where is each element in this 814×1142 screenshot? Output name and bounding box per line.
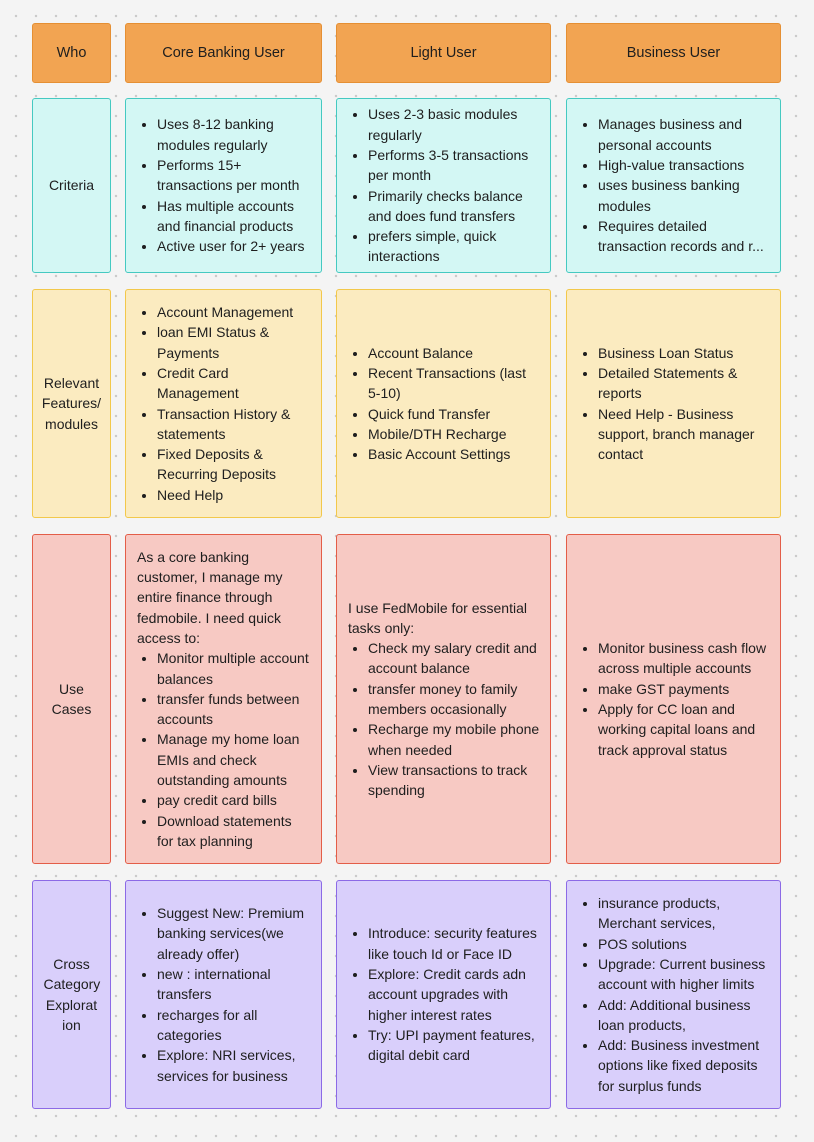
header-business-label: Business User <box>626 44 721 61</box>
features-core-card[interactable] <box>125 289 322 518</box>
list-item: • Monitor multiple account balances <box>157 648 311 689</box>
list-item: • loan EMI Status & Payments <box>157 322 311 363</box>
use-cases-light-intro: I use FedMobile for essential tasks only: <box>348 599 527 636</box>
cross-label-cell[interactable] <box>32 880 111 1109</box>
list-item: • Manage my home loan EMIs and check outstanding amounts <box>157 729 311 790</box>
list-item: • Account Management <box>157 302 311 322</box>
list-item: • pay credit card bills <box>157 790 311 810</box>
list-item: • Performs 3-5 transactions per month <box>368 145 540 186</box>
header-who-label: Who <box>56 44 87 61</box>
use-cases-business-list <box>578 638 770 760</box>
criteria-core-card[interactable] <box>125 98 322 273</box>
list-item: • Try: UPI payment features, digital debit card <box>368 1025 540 1066</box>
list-item: • transfer funds between accounts <box>157 689 311 730</box>
list-item: • recharges for all categories <box>157 1005 311 1046</box>
list-item: • Need Help <box>157 485 311 505</box>
list-item: • Apply for CC loan and working capital loans and track approval status <box>598 699 770 760</box>
features-business-list <box>578 343 770 465</box>
list-item: • transfer money to family members occasionally <box>368 679 540 720</box>
cross-business-card[interactable] <box>566 880 781 1109</box>
cross-core-list <box>137 903 311 1086</box>
use-cases-light-card[interactable] <box>336 534 551 864</box>
header-business-user[interactable] <box>566 23 781 83</box>
list-item: • insurance products, Merchant services, <box>598 893 770 934</box>
list-item: • Credit Card Management <box>157 363 311 404</box>
use-cases-core-card[interactable] <box>125 534 322 864</box>
cross-label: Cross Category Explorat ion <box>43 955 101 1033</box>
list-item: • Download statements for tax planning <box>157 811 311 852</box>
use-cases-core-intro: As a core banking customer, I manage my entire finance through fedmobile. I need quick access to: <box>137 548 283 646</box>
list-item: • Need Help - Business support, branch manager contact <box>598 404 770 465</box>
list-item: • Upgrade: Current business account with higher limits <box>598 954 770 995</box>
criteria-business-card[interactable] <box>566 98 781 273</box>
list-item: • Add: Business investment options like fixed deposits for surplus funds <box>598 1035 770 1096</box>
list-item: • Requires detailed transaction records and r... <box>598 216 770 257</box>
list-item: • make GST payments <box>598 679 770 699</box>
header-light-user[interactable] <box>336 23 551 83</box>
list-item: • prefers simple, quick interactions <box>368 226 540 267</box>
criteria-light-list <box>348 104 540 266</box>
use-cases-core-list <box>137 648 311 851</box>
criteria-light-card[interactable] <box>336 98 551 273</box>
use-cases-business-card[interactable] <box>566 534 781 864</box>
cross-business-list <box>578 893 770 1096</box>
features-light-list <box>348 343 540 465</box>
list-item: • POS solutions <box>598 934 770 954</box>
list-item: • Account Balance <box>368 343 540 363</box>
list-item: • Manages business and personal accounts <box>598 114 770 155</box>
list-item: • High-value transactions <box>598 155 770 175</box>
features-label-cell[interactable] <box>32 289 111 518</box>
criteria-label: Criteria <box>48 177 95 194</box>
list-item: • Quick fund Transfer <box>368 404 540 424</box>
cross-light-list <box>348 923 540 1065</box>
header-core-label: Core Banking User <box>162 44 285 61</box>
list-item: • Uses 8-12 banking modules regularly <box>157 114 311 155</box>
use-cases-light-list <box>348 638 540 800</box>
header-light-label: Light User <box>410 44 477 61</box>
header-core-banking-user[interactable] <box>125 23 322 83</box>
list-item: • Add: Additional business loan products, <box>598 995 770 1036</box>
list-item: • Introduce: security features like touch Id or Face ID <box>368 923 540 964</box>
list-item: • Basic Account Settings <box>368 444 540 464</box>
criteria-business-list <box>578 114 770 256</box>
list-item: • Mobile/DTH Recharge <box>368 424 540 444</box>
list-item: • Monitor business cash flow across multiple accounts <box>598 638 770 679</box>
list-item: • Detailed Statements & reports <box>598 363 770 404</box>
features-business-card[interactable] <box>566 289 781 518</box>
list-item: • Check my salary credit and account balance <box>368 638 540 679</box>
list-item: • View transactions to track spending <box>368 760 540 801</box>
list-item: • Explore: NRI services, services for business <box>157 1045 311 1086</box>
cross-core-card[interactable] <box>125 880 322 1109</box>
criteria-label-cell[interactable] <box>32 98 111 273</box>
features-light-card[interactable] <box>336 289 551 518</box>
list-item: • Primarily checks balance and does fund transfers <box>368 186 540 227</box>
list-item: • Active user for 2+ years <box>157 236 311 256</box>
features-label: Relevant Features/ modules <box>41 375 102 432</box>
header-who[interactable] <box>32 23 111 83</box>
list-item: • Uses 2-3 basic modules regularly <box>368 104 540 145</box>
use-cases-label: Use Cases <box>51 680 92 717</box>
list-item: • Performs 15+ transactions per month <box>157 155 311 196</box>
list-item: • Business Loan Status <box>598 343 770 363</box>
list-item: • new : international transfers <box>157 964 311 1005</box>
use-cases-label-cell[interactable] <box>32 534 111 864</box>
list-item: • Transaction History & statements <box>157 404 311 445</box>
criteria-core-list <box>137 114 311 256</box>
cross-light-card[interactable] <box>336 880 551 1109</box>
list-item: • Recent Transactions (last 5-10) <box>368 363 540 404</box>
list-item: • Explore: Credit cards adn account upgrades with higher interest rates <box>368 964 540 1025</box>
list-item: • Fixed Deposits & Recurring Deposits <box>157 444 311 485</box>
list-item: • uses business banking modules <box>598 175 770 216</box>
list-item: • Recharge my mobile phone when needed <box>368 719 540 760</box>
list-item: • Suggest New: Premium banking services(we already offer) <box>157 903 311 964</box>
features-core-list <box>137 302 311 505</box>
list-item: • Has multiple accounts and financial products <box>157 196 311 237</box>
